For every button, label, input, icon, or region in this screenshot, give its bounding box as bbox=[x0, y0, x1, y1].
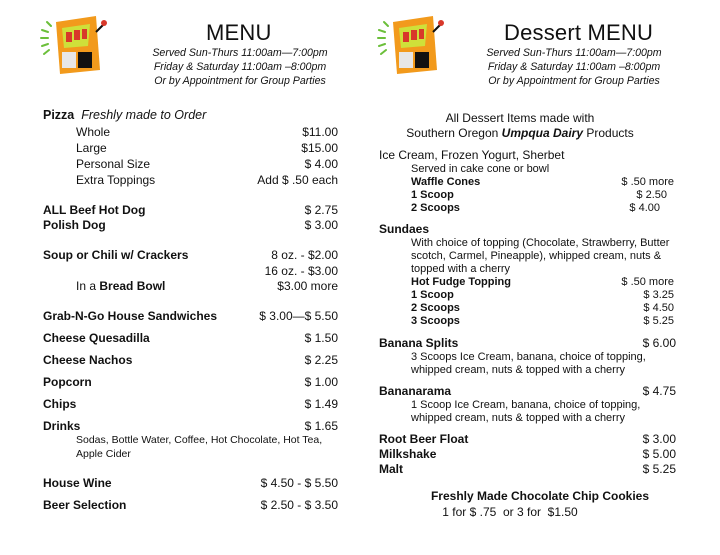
item-description: 3 Scoops Ice Cream, banana, choice of topping, bbox=[411, 351, 646, 363]
hours-block bbox=[464, 46, 684, 88]
menu-item-name: Bananarama bbox=[379, 384, 452, 398]
menu-item-name: Beer Selection bbox=[43, 498, 127, 512]
item-description: whipped cream, nuts & topped with a cherry bbox=[411, 412, 626, 424]
menu-item-name: Soup or Chili w/ Crackers bbox=[43, 248, 189, 262]
sundae-option-price: $ 4.50 bbox=[643, 302, 674, 314]
menu-item-price: $ 1.49 bbox=[304, 397, 338, 411]
sundae-option-name: 3 Scoops bbox=[411, 315, 460, 327]
icecream-option-name: Waffle Cones bbox=[411, 176, 481, 188]
intro-suffix: Products bbox=[586, 126, 634, 140]
intro-prefix: Southern Oregon bbox=[406, 126, 499, 140]
drinks-description: Apple Cider bbox=[76, 448, 131, 460]
sundaes-description: scotch, Carmel, Pineapple), whipped cream, nuts & bbox=[411, 250, 662, 262]
menu-item-price: $ 3.00—$ 5.50 bbox=[259, 309, 338, 323]
menu-item-name: Root Beer Float bbox=[379, 432, 469, 446]
menu-item-price: $ 4.50 - $ 5.50 bbox=[260, 476, 338, 490]
pizza-item-name: Large bbox=[76, 141, 107, 155]
dessert-menu-panel bbox=[360, 0, 720, 555]
intro-brand: Umpqua Dairy bbox=[501, 126, 584, 140]
menu-item-price: $ 3.00 bbox=[642, 432, 676, 446]
menu-item-name: Popcorn bbox=[43, 375, 92, 389]
pizza-item-price: Add $ .50 each bbox=[257, 173, 338, 187]
icecream-option-price: $ .50 more bbox=[621, 176, 674, 188]
icecream-option-name: 2 Scoops bbox=[411, 202, 460, 214]
menu-item-name: Milkshake bbox=[379, 447, 437, 461]
soup-price-large: 16 oz. - $3.00 bbox=[264, 264, 338, 278]
menu-item-price: $ 2.75 bbox=[304, 203, 338, 217]
pizza-item-price: $15.00 bbox=[301, 141, 338, 155]
slot-machine-icon bbox=[375, 10, 447, 82]
cookies-heading: Freshly Made Chocolate Chip Cookies bbox=[430, 489, 650, 503]
pizza-item-price: $ 4.00 bbox=[304, 157, 338, 171]
menu-item-price: $ 2.25 bbox=[304, 353, 338, 367]
bread-bowl-price: $3.00 more bbox=[277, 279, 338, 293]
dessert-intro-brand-line bbox=[360, 126, 680, 140]
menu-item-name: Polish Dog bbox=[43, 218, 106, 232]
sundae-option-name: Hot Fudge Topping bbox=[411, 276, 511, 288]
hours-line: Served Sun-Thurs 11:00am—7:00pm bbox=[152, 47, 328, 59]
icecream-option-price: $ 2.50 bbox=[636, 189, 667, 201]
hours-line: Friday & Saturday 11:00am –8:00pm bbox=[487, 61, 661, 73]
sundaes-description: topped with a cherry bbox=[411, 263, 511, 275]
hours-line: Friday & Saturday 11:00am –8:00pm bbox=[153, 61, 327, 73]
menu-item-price: $ 1.65 bbox=[304, 419, 338, 433]
menu-item-name: Chips bbox=[43, 397, 77, 411]
menu-item-name: Malt bbox=[379, 462, 403, 476]
icecream-option-name: 1 Scoop bbox=[411, 189, 454, 201]
sundaes-description: With choice of topping (Chocolate, Strawberry, Butter bbox=[411, 237, 670, 249]
pizza-item-name: Personal Size bbox=[76, 157, 151, 171]
pizza-title: Pizza bbox=[43, 108, 75, 122]
menu-item-price: $ 1.50 bbox=[304, 331, 338, 345]
sundae-option-price: $ 3.25 bbox=[643, 289, 674, 301]
soup-price-small: 8 oz. - $2.00 bbox=[271, 248, 338, 262]
menu-item-price: $ 1.00 bbox=[304, 375, 338, 389]
sundae-option-price: $ 5.25 bbox=[643, 315, 674, 327]
menu-item-name: Drinks bbox=[43, 419, 81, 433]
icecream-heading: Ice Cream, Frozen Yogurt, Sherbet bbox=[379, 148, 565, 162]
sundae-option-name: 1 Scoop bbox=[411, 289, 454, 301]
bread-bowl-bold: Bread Bowl bbox=[99, 279, 166, 293]
cookies-price: 1 for $ .75 or 3 for $1.50 bbox=[442, 505, 578, 519]
hours-line: Served Sun-Thurs 11:00am—7:00pm bbox=[486, 47, 662, 59]
icecream-option-price: $ 4.00 bbox=[629, 202, 660, 214]
bread-bowl-label bbox=[76, 279, 165, 293]
item-description: whipped cream, nuts & topped with a cherry bbox=[411, 364, 626, 376]
pizza-heading bbox=[43, 108, 206, 122]
dessert-menu-title: Dessert MENU bbox=[504, 20, 654, 45]
sundae-option-name: 2 Scoops bbox=[411, 302, 460, 314]
slot-machine-icon bbox=[38, 10, 110, 82]
menu-item-price: $ 5.25 bbox=[642, 462, 676, 476]
menu-item-price: $ 2.50 - $ 3.50 bbox=[260, 498, 338, 512]
menu-item-name: Cheese Nachos bbox=[43, 353, 133, 367]
menu-item-name: Grab-N-Go House Sandwiches bbox=[43, 309, 218, 323]
menu-item-price: $ 3.00 bbox=[304, 218, 338, 232]
menu-item-name: ALL Beef Hot Dog bbox=[43, 203, 146, 217]
bread-bowl-prefix: In a bbox=[76, 279, 97, 293]
menu-item-name: House Wine bbox=[43, 476, 112, 490]
sundaes-heading: Sundaes bbox=[379, 222, 430, 236]
sundae-option-price: $ .50 more bbox=[621, 276, 674, 288]
menu-title: MENU bbox=[206, 20, 272, 45]
menu-item-name: Banana Splits bbox=[379, 336, 459, 350]
menu-item-name: Cheese Quesadilla bbox=[43, 331, 150, 345]
menu-item-price: $ 5.00 bbox=[642, 447, 676, 461]
pizza-item-name: Extra Toppings bbox=[76, 173, 156, 187]
icecream-description: Served in cake cone or bowl bbox=[411, 163, 550, 175]
dessert-intro-line: All Dessert Items made with bbox=[445, 111, 595, 125]
menu-item-price: $ 4.75 bbox=[642, 384, 676, 398]
pizza-item-price: $11.00 bbox=[302, 125, 338, 139]
hours-block bbox=[130, 46, 350, 88]
hours-line: Or by Appointment for Group Parties bbox=[154, 75, 326, 87]
pizza-item-name: Whole bbox=[76, 125, 111, 139]
menu-item-price: $ 6.00 bbox=[642, 336, 676, 350]
item-description: 1 Scoop Ice Cream, banana, choice of topping, bbox=[411, 399, 641, 411]
hours-line: Or by Appointment for Group Parties bbox=[488, 75, 660, 87]
drinks-description: Sodas, Bottle Water, Coffee, Hot Chocolate, Hot Tea, bbox=[76, 434, 323, 446]
pizza-note: Freshly made to Order bbox=[81, 108, 207, 122]
